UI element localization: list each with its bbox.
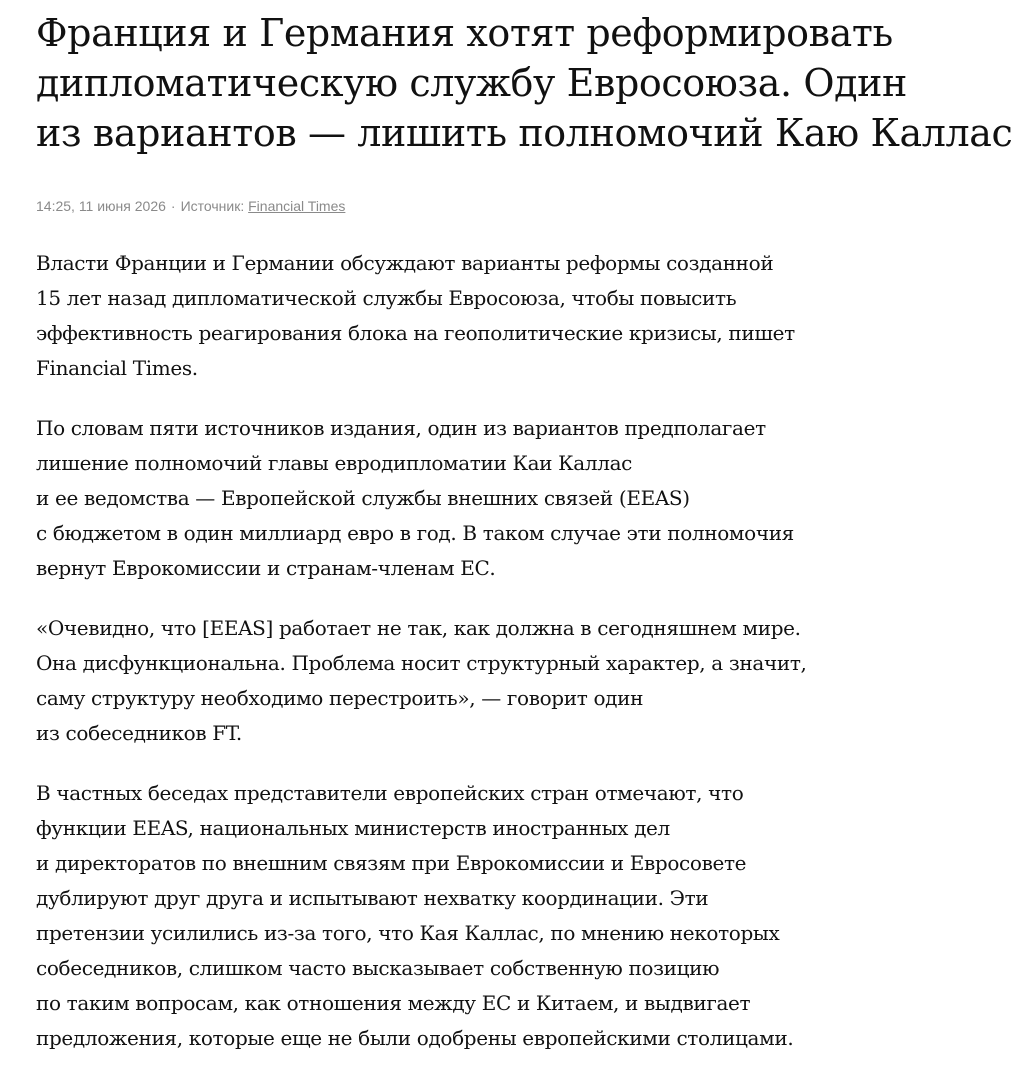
paragraph-line: вернут Еврокомиссии и странам-членам ЕС. xyxy=(36,556,496,580)
paragraph-line: лишение полномочий главы евродипломатии Каи Каллас xyxy=(36,451,632,475)
paragraph-line: эффективность реагирования блока на геополитические кризисы, пишет xyxy=(36,321,795,345)
paragraph-line: «Очевидно, что [EEAS] работает не так, как должна в сегодняшнем мире. xyxy=(36,616,801,640)
paragraph-line: Она дисфункциональна. Проблема носит структурный характер, а значит, xyxy=(36,651,807,675)
article-headline xyxy=(36,0,1026,158)
source-link[interactable]: Financial Times xyxy=(248,198,346,214)
paragraph-line: дублируют друг друга и испытывают нехватку координации. Эти xyxy=(36,886,709,910)
paragraph-line: по таким вопросам, как отношения между ЕС и Китаем, и выдвигает xyxy=(36,991,751,1015)
article-paragraph xyxy=(36,246,856,386)
article-paragraph xyxy=(36,776,856,1056)
paragraph-line: и ее ведомства — Европейской службы внешних связей (EEAS) xyxy=(36,486,690,510)
headline-line: из вариантов — лишить полномочий Каю Каллас xyxy=(36,111,1013,155)
news-article xyxy=(36,0,1026,1081)
paragraph-line: и директоратов по внешним связям при Еврокомиссии и Евросовете xyxy=(36,851,747,875)
paragraph-line: Financial Times. xyxy=(36,356,198,380)
headline-line: Франция и Германия хотят реформировать xyxy=(36,11,893,55)
paragraph-line: из собеседников FT. xyxy=(36,721,242,745)
paragraph-line: 15 лет назад дипломатической службы Евросоюза, чтобы повысить xyxy=(36,286,737,310)
paragraph-line: В частных беседах представители европейских стран отмечают, что xyxy=(36,781,744,805)
article-quote-paragraph xyxy=(36,611,856,751)
article-meta xyxy=(36,196,1026,216)
paragraph-line: с бюджетом в один миллиард евро в год. В таком случае эти полномочия xyxy=(36,521,794,545)
paragraph-line: По словам пяти источников издания, один из вариантов предполагает xyxy=(36,416,766,440)
article-paragraph xyxy=(36,411,856,586)
paragraph-line: собеседников, слишком часто высказывает собственную позицию xyxy=(36,956,720,980)
paragraph-line: саму структуру необходимо перестроить», — говорит один xyxy=(36,686,644,710)
paragraph-line: предложения, которые еще не были одобрены европейскими столицами. xyxy=(36,1026,794,1050)
paragraph-line: функции EEAS, национальных министерств иностранных дел xyxy=(36,816,670,840)
meta-separator: · xyxy=(170,198,176,214)
headline-line: дипломатическую службу Евросоюза. Один xyxy=(36,61,907,105)
source-label: Источник: xyxy=(180,198,245,214)
article-body xyxy=(36,246,856,1056)
publish-time: 14:25, 11 июня 2026 xyxy=(36,198,166,214)
paragraph-line: претензии усилились из-за того, что Кая Каллас, по мнению некоторых xyxy=(36,921,780,945)
paragraph-line: Власти Франции и Германии обсуждают варианты реформы созданной xyxy=(36,251,774,275)
